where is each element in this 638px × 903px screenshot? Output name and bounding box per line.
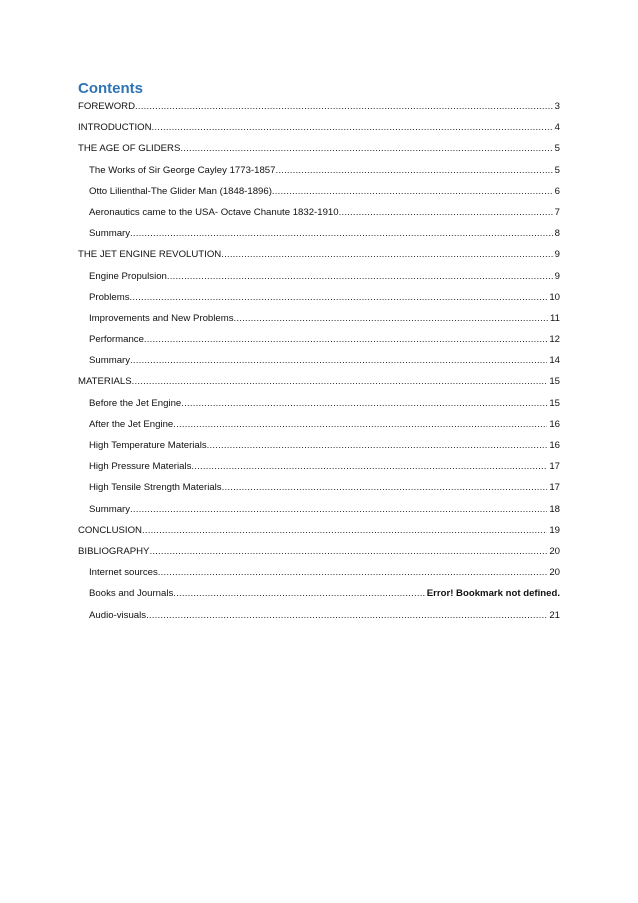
toc-entry[interactable] <box>78 287 560 308</box>
toc-dot-leader <box>130 499 547 520</box>
toc-entry[interactable] <box>78 350 560 371</box>
toc-dot-leader <box>173 414 547 435</box>
toc-dot-leader <box>130 223 553 244</box>
toc-entry-label: FOREWORD <box>78 101 136 112</box>
toc-entry[interactable] <box>78 266 560 287</box>
table-of-contents <box>78 96 560 626</box>
toc-entry-label: Engine Propulsion <box>89 270 167 282</box>
toc-entry[interactable] <box>78 520 560 541</box>
toc-entry[interactable] <box>78 435 560 456</box>
toc-entry[interactable] <box>78 393 560 414</box>
toc-entry-error: Error! Bookmark not defined. <box>426 588 560 600</box>
toc-entry-page-number: 21 <box>549 609 560 621</box>
toc-entry[interactable] <box>78 583 560 604</box>
toc-entry-page-number: 20 <box>549 567 560 579</box>
toc-dot-leader <box>191 456 547 477</box>
toc-entry-label: Internet sources <box>89 567 158 579</box>
toc-entry-page-number: 9 <box>554 270 560 282</box>
toc-dot-leader <box>149 541 547 562</box>
toc-entry[interactable] <box>78 541 560 562</box>
toc-entry-label: Summary <box>89 503 131 515</box>
toc-entry-label: Summary <box>89 355 131 367</box>
toc-entry-label: Otto Lilienthal-The Glider Man (1848-1896) <box>89 185 272 197</box>
toc-dot-leader <box>234 308 549 329</box>
toc-dot-leader <box>135 96 553 117</box>
toc-dot-leader <box>167 266 553 287</box>
toc-entry-label: Audio-visuals <box>89 609 147 621</box>
toc-entry-label: High Pressure Materials <box>89 461 192 473</box>
toc-entry[interactable] <box>78 329 560 350</box>
toc-entry-page-number: 15 <box>549 397 560 409</box>
toc-entry-label: After the Jet Engine <box>89 418 174 430</box>
toc-dot-leader <box>130 287 548 308</box>
toc-dot-leader <box>158 562 548 583</box>
toc-entry[interactable] <box>78 117 560 138</box>
toc-entry-label: THE JET ENGINE REVOLUTION <box>78 249 222 261</box>
toc-dot-leader <box>221 244 552 265</box>
toc-dot-leader <box>146 605 547 626</box>
toc-dot-leader <box>272 181 553 202</box>
toc-entry-label: Books and Journals <box>89 588 174 600</box>
toc-entry[interactable] <box>78 414 560 435</box>
toc-entry[interactable] <box>78 308 560 329</box>
toc-entry[interactable] <box>78 499 560 520</box>
toc-entry-page-number: 17 <box>549 461 560 473</box>
toc-entry-label: The Works of Sir George Cayley 1773-1857 <box>89 164 276 176</box>
toc-entry-label: THE AGE OF GLIDERS <box>78 143 181 155</box>
toc-entry[interactable] <box>78 202 560 223</box>
toc-entry-page-number: 9 <box>554 249 560 261</box>
toc-entry-page-number: 8 <box>554 228 560 240</box>
toc-entry-page-number: 18 <box>549 503 560 515</box>
toc-entry[interactable] <box>78 138 560 159</box>
toc-entry-page-number: 3 <box>554 101 560 112</box>
toc-dot-leader <box>132 371 548 392</box>
toc-entry-page-number: 20 <box>549 545 560 557</box>
toc-dot-leader <box>180 138 552 159</box>
toc-entry[interactable] <box>78 244 560 265</box>
toc-dot-leader <box>222 477 548 498</box>
toc-entry-label: Aeronautics came to the USA- Octave Chanute 1832-1910 <box>89 206 339 218</box>
toc-dot-leader <box>339 202 553 223</box>
toc-entry-label: Problems <box>89 291 130 303</box>
toc-entry-label: BIBLIOGRAPHY <box>78 545 150 557</box>
toc-entry-label: CONCLUSION <box>78 524 142 536</box>
toc-dot-leader <box>142 520 547 541</box>
toc-dot-leader <box>173 583 424 604</box>
toc-entry-page-number: 6 <box>554 185 560 197</box>
toc-entry[interactable] <box>78 223 560 244</box>
toc-entry[interactable] <box>78 605 560 626</box>
toc-entry[interactable] <box>78 477 560 498</box>
toc-entry-page-number: 17 <box>549 482 560 494</box>
toc-entry[interactable] <box>78 160 560 181</box>
toc-entry-page-number: 14 <box>549 355 560 367</box>
toc-dot-leader <box>275 160 552 181</box>
toc-entry-page-number: 5 <box>554 164 560 176</box>
toc-entry-page-number: 19 <box>549 524 560 536</box>
toc-entry[interactable] <box>78 562 560 583</box>
toc-entry-page-number: 15 <box>549 376 560 388</box>
toc-entry-page-number: 12 <box>549 334 560 346</box>
toc-dot-leader <box>181 393 547 414</box>
toc-entry-label: Performance <box>89 334 144 346</box>
toc-entry-page-number: 4 <box>554 122 560 134</box>
toc-dot-leader <box>152 117 553 138</box>
toc-entry[interactable] <box>78 181 560 202</box>
toc-entry-page-number: 7 <box>554 206 560 218</box>
toc-entry-page-number: 16 <box>549 418 560 430</box>
toc-entry[interactable] <box>78 371 560 392</box>
toc-entry-page-number: 16 <box>549 440 560 451</box>
toc-entry-page-number: 11 <box>550 312 560 324</box>
toc-dot-leader <box>130 350 547 371</box>
toc-entry-label: INTRODUCTION <box>78 122 152 134</box>
toc-entry[interactable] <box>78 456 560 477</box>
toc-entry-label: MATERIALS <box>78 376 132 388</box>
toc-title: Contents <box>78 80 143 97</box>
toc-dot-leader <box>144 329 547 350</box>
toc-entry-page-number: 5 <box>554 143 560 155</box>
toc-dot-leader <box>207 435 548 456</box>
toc-entry-label: High Tensile Strength Materials <box>89 482 222 494</box>
toc-entry-label: Improvements and New Problems <box>89 312 234 324</box>
toc-entry-label: Before the Jet Engine <box>89 397 182 409</box>
toc-entry-label: Summary <box>89 228 131 240</box>
toc-entry[interactable] <box>78 96 560 117</box>
toc-entry-label: High Temperature Materials <box>89 440 207 451</box>
toc-entry-page-number: 10 <box>549 291 560 303</box>
